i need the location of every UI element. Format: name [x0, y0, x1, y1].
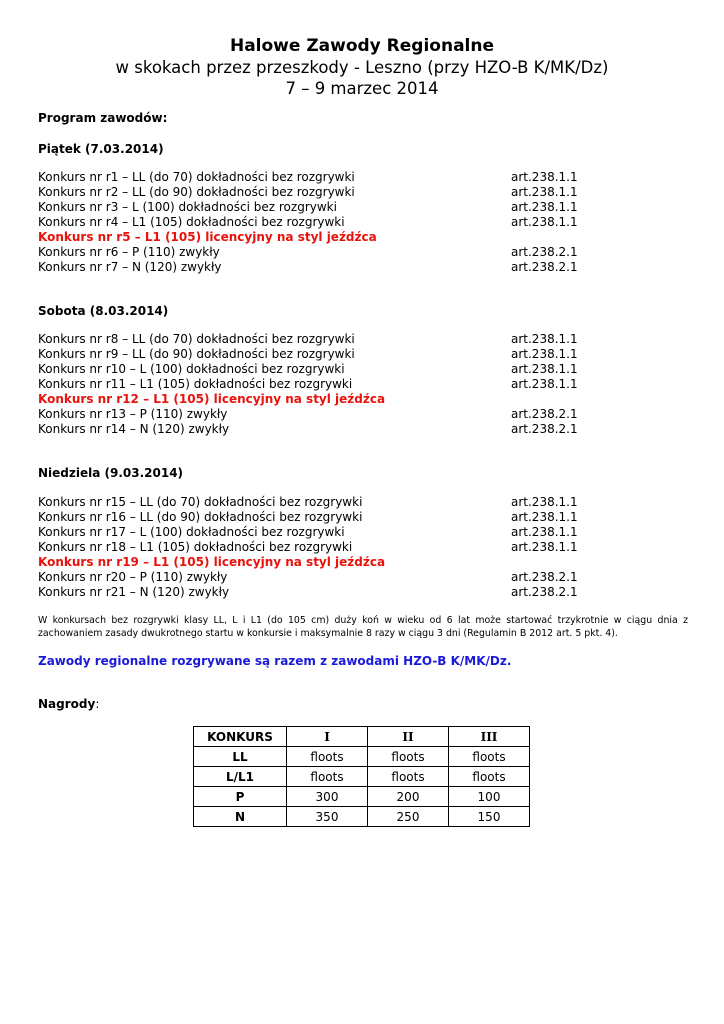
competition-row — [38, 525, 598, 540]
table-row — [194, 767, 530, 787]
prizes-heading — [38, 697, 99, 711]
competition-name: Konkurs nr r2 – LL (do 90) dokładności bez rozgrywki — [38, 185, 355, 199]
competition-row-highlight — [38, 555, 598, 570]
competition-name: Konkurs nr r20 – P (110) zwykły — [38, 570, 228, 584]
competition-row — [38, 495, 598, 510]
competition-name: Konkurs nr r6 – P (110) zwykły — [38, 245, 220, 259]
competition-article: art.238.1.1 — [511, 540, 578, 554]
day-schedule-sunday — [38, 495, 598, 600]
competition-row — [38, 185, 598, 200]
prize-cell: floots — [368, 747, 449, 767]
prizes-header-row — [194, 727, 530, 747]
page-subtitle: w skokach przez przeszkody - Leszno (przy HZO-B K/MK/Dz) — [115, 58, 609, 77]
competition-name: Konkurs nr r10 – L (100) dokładności bez rozgrywki — [38, 362, 345, 376]
prize-cell: floots — [368, 767, 449, 787]
prizes-table — [193, 726, 530, 827]
competition-article: art.238.1.1 — [511, 525, 578, 539]
day-schedule-friday — [38, 170, 598, 275]
competition-row — [38, 422, 598, 437]
competition-article: art.238.2.1 — [511, 260, 578, 274]
prize-cell: floots — [449, 747, 530, 767]
day-heading-saturday: Sobota (8.03.2014) — [38, 304, 169, 318]
competition-article: art.238.1.1 — [511, 510, 578, 524]
program-heading: Program zawodów: — [38, 111, 168, 125]
column-header-place-2: II — [368, 727, 449, 747]
table-row — [194, 787, 530, 807]
competition-name: Konkurs nr r17 – L (100) dokładności bez rozgrywki — [38, 525, 345, 539]
prize-cell: floots — [287, 747, 368, 767]
competition-row-highlight — [38, 392, 598, 407]
prizes-label: Nagrody — [38, 697, 96, 711]
competition-name: Konkurs nr r12 – L1 (105) licencyjny na styl jeźdźca — [38, 392, 386, 406]
column-header-place-3: III — [449, 727, 530, 747]
competition-row — [38, 245, 598, 260]
column-header-place-1: I — [287, 727, 368, 747]
competition-article: art.238.2.1 — [511, 407, 578, 421]
category-cell: N — [194, 807, 287, 827]
category-cell: LL — [194, 747, 287, 767]
category-cell: P — [194, 787, 287, 807]
day-heading-friday: Piątek (7.03.2014) — [38, 142, 164, 156]
table-row — [194, 747, 530, 767]
competition-name: Konkurs nr r7 – N (120) zwykły — [38, 260, 222, 274]
competition-article: art.238.1.1 — [511, 332, 578, 346]
page-title: Halowe Zawody Regionalne — [229, 36, 495, 56]
competition-row — [38, 407, 598, 422]
competition-article: art.238.2.1 — [511, 585, 578, 599]
day-schedule-saturday — [38, 332, 598, 437]
competition-row — [38, 362, 598, 377]
prize-cell: 100 — [449, 787, 530, 807]
competition-name: Konkurs nr r3 – L (100) dokładności bez rozgrywki — [38, 200, 337, 214]
competition-row — [38, 260, 598, 275]
competition-article: art.238.1.1 — [511, 347, 578, 361]
competition-name: Konkurs nr r1 – LL (do 70) dokładności bez rozgrywki — [38, 170, 355, 184]
competition-article: art.238.1.1 — [511, 170, 578, 184]
day-heading-sunday: Niedziela (9.03.2014) — [38, 466, 184, 480]
prize-cell: 350 — [287, 807, 368, 827]
competition-row — [38, 170, 598, 185]
competition-row — [38, 215, 598, 230]
competition-row — [38, 200, 598, 215]
prize-cell: floots — [287, 767, 368, 787]
competition-name: Konkurs nr r5 – L1 (105) licencyjny na styl jeźdźca — [38, 230, 377, 244]
category-cell: L/L1 — [194, 767, 287, 787]
prize-cell: 300 — [287, 787, 368, 807]
rules-note: W konkursach bez rozgrywki klasy LL, L i L1 (do 105 cm) duży koń w wieku od 6 lat może startować trzykrotnie w ciągu dnia z zachowaniem zasady dwukrotnego startu w konkursie i maksymalnie 8 razy w ciągu 3 dni (Regulamin B 2012 art. 5 pkt. 4). — [38, 615, 688, 639]
competition-article: art.238.1.1 — [511, 377, 578, 391]
competition-article: art.238.1.1 — [511, 185, 578, 199]
competition-row-highlight — [38, 230, 598, 245]
competition-row — [38, 540, 598, 555]
competition-row — [38, 570, 598, 585]
prize-cell: 200 — [368, 787, 449, 807]
info-notice: Zawody regionalne rozgrywane są razem z zawodami HZO-B K/MK/Dz. — [38, 654, 512, 668]
competition-article: art.238.1.1 — [511, 362, 578, 376]
competition-name: Konkurs nr r4 – L1 (105) dokładności bez rozgrywki — [38, 215, 345, 229]
competition-name: Konkurs nr r11 – L1 (105) dokładności bez rozgrywki — [38, 377, 353, 391]
competition-name: Konkurs nr r21 – N (120) zwykły — [38, 585, 230, 599]
competition-article: art.238.2.1 — [511, 245, 578, 259]
table-row — [194, 807, 530, 827]
competition-name: Konkurs nr r13 – P (110) zwykły — [38, 407, 228, 421]
competition-article: art.238.2.1 — [511, 570, 578, 584]
event-dates: 7 – 9 marzec 2014 — [285, 79, 439, 98]
competition-row — [38, 377, 598, 392]
competition-name: Konkurs nr r9 – LL (do 90) dokładności bez rozgrywki — [38, 347, 355, 361]
competition-name: Konkurs nr r16 – LL (do 90) dokładności bez rozgrywki — [38, 510, 363, 524]
competition-article: art.238.1.1 — [511, 215, 578, 229]
column-header-konkurs: KONKURS — [194, 727, 287, 747]
competition-row — [38, 347, 598, 362]
prize-cell: 250 — [368, 807, 449, 827]
competition-article: art.238.1.1 — [511, 200, 578, 214]
competition-row — [38, 510, 598, 525]
competition-article: art.238.1.1 — [511, 495, 578, 509]
competition-article: art.238.2.1 — [511, 422, 578, 436]
prizes-colon: : — [95, 697, 100, 711]
competition-name: Konkurs nr r18 – L1 (105) dokładności bez rozgrywki — [38, 540, 353, 554]
competition-name: Konkurs nr r14 – N (120) zwykły — [38, 422, 230, 436]
competition-row — [38, 332, 598, 347]
competition-name: Konkurs nr r19 – L1 (105) licencyjny na styl jeźdźca — [38, 555, 386, 569]
prize-cell: 150 — [449, 807, 530, 827]
competition-row — [38, 585, 598, 600]
competition-name: Konkurs nr r8 – LL (do 70) dokładności bez rozgrywki — [38, 332, 355, 346]
prize-cell: floots — [449, 767, 530, 787]
competition-name: Konkurs nr r15 – LL (do 70) dokładności bez rozgrywki — [38, 495, 363, 509]
